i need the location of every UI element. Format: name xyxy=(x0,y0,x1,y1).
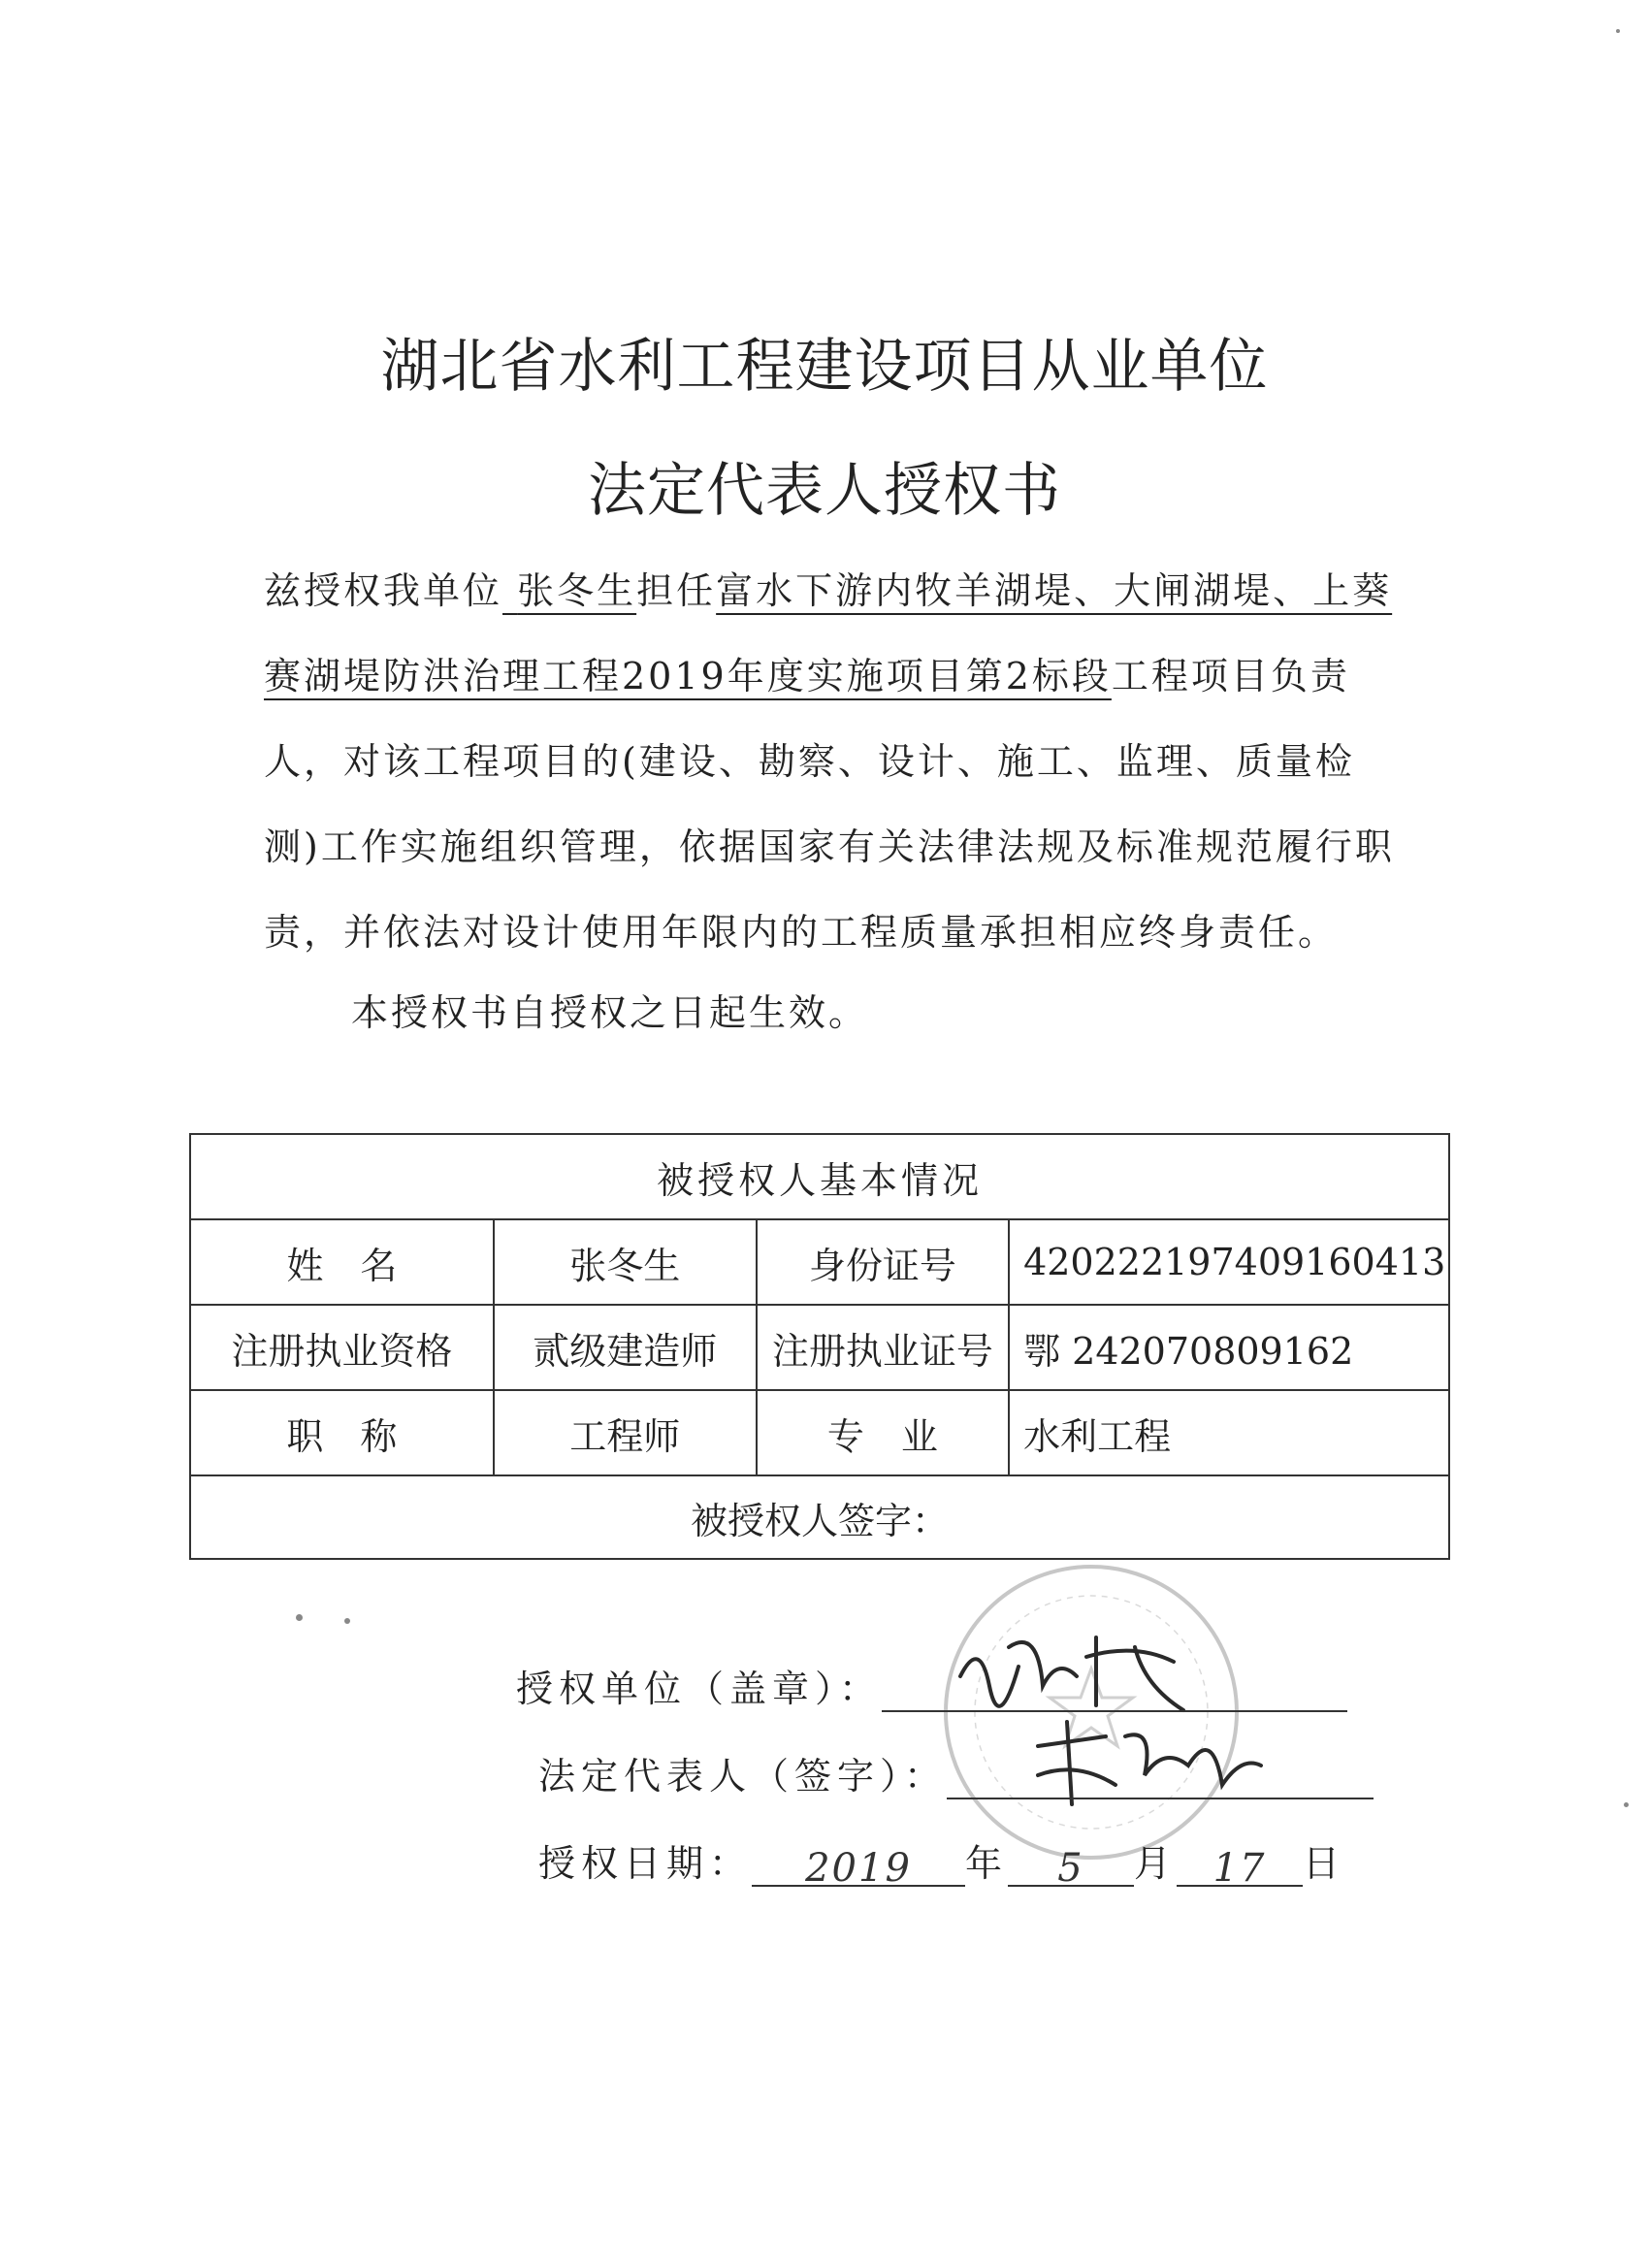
authorization-date-line xyxy=(538,1833,1346,1891)
name-value: 张冬生 xyxy=(494,1219,757,1305)
day-unit: 日 xyxy=(1303,1842,1346,1885)
scan-speck xyxy=(1624,1802,1629,1807)
scan-speck xyxy=(1616,29,1620,33)
qualification-value: 贰级建造师 xyxy=(494,1305,757,1390)
license-number-value: 鄂 242070809162 xyxy=(1009,1305,1449,1390)
id-number-label: 身份证号 xyxy=(757,1219,1009,1305)
title-value: 工程师 xyxy=(494,1390,757,1475)
project-name: 富水下游内牧羊湖堤、大闸湖堤、上葵赛湖堤防洪治理工程2019年度实施项目第2标段 xyxy=(264,569,1393,697)
document-title-line2: 法定代表人授权书 xyxy=(588,457,1061,525)
year-unit: 年 xyxy=(965,1842,1009,1885)
name-label: 姓 名 xyxy=(190,1219,494,1305)
legal-rep-line xyxy=(538,1746,1374,1799)
authorization-paragraph xyxy=(264,548,1408,975)
authorizing-unit-line xyxy=(516,1659,1347,1712)
authorizing-unit-blank xyxy=(882,1671,1347,1712)
document-title-line1: 湖北省水利工程建设项目从业单位 xyxy=(380,333,1269,401)
scan-speck xyxy=(344,1618,350,1624)
license-number-label: 注册执业证号 xyxy=(757,1305,1009,1390)
id-number-value: 420222197409160413 xyxy=(1009,1219,1449,1305)
authorizing-unit-label: 授权单位（盖章）： xyxy=(516,1668,883,1710)
major-value: 水利工程 xyxy=(1009,1390,1449,1475)
title-label: 职 称 xyxy=(190,1390,494,1475)
major-label: 专 业 xyxy=(757,1390,1009,1475)
effective-clause: 本授权书自授权之日起生效。 xyxy=(351,991,869,1034)
table-row xyxy=(190,1305,1449,1390)
authorized-person-name: 张冬生 xyxy=(517,569,637,612)
date-month: 5 xyxy=(1008,1846,1134,1887)
legal-rep-blank xyxy=(947,1759,1374,1799)
authorized-person-table xyxy=(189,1133,1450,1560)
para-rest: 工程项目负责人，对该工程项目的(建设、勘察、设计、施工、监理、质量检测)工作实施组织管理，依据国家有关法律法规及标准规范履行职责，并依法对设计使用年限内的工程质量承担相应终身责任。 xyxy=(264,655,1395,954)
table-row xyxy=(190,1219,1449,1305)
date-day: 17 xyxy=(1177,1846,1303,1887)
date-year: 2019 xyxy=(752,1846,965,1887)
signature-row: 被授权人签字： xyxy=(190,1475,1449,1559)
table-heading: 被授权人基本情况 xyxy=(190,1134,1449,1219)
para-lead: 兹授权我单位 xyxy=(264,569,503,612)
table-row xyxy=(190,1390,1449,1475)
qualification-label: 注册执业资格 xyxy=(190,1305,494,1390)
legal-rep-label: 法定代表人（签字）： xyxy=(538,1755,948,1798)
scan-speck xyxy=(296,1614,303,1621)
month-unit: 月 xyxy=(1134,1842,1178,1885)
date-label: 授权日期： xyxy=(538,1842,753,1885)
para-mid: 担任 xyxy=(636,569,717,612)
